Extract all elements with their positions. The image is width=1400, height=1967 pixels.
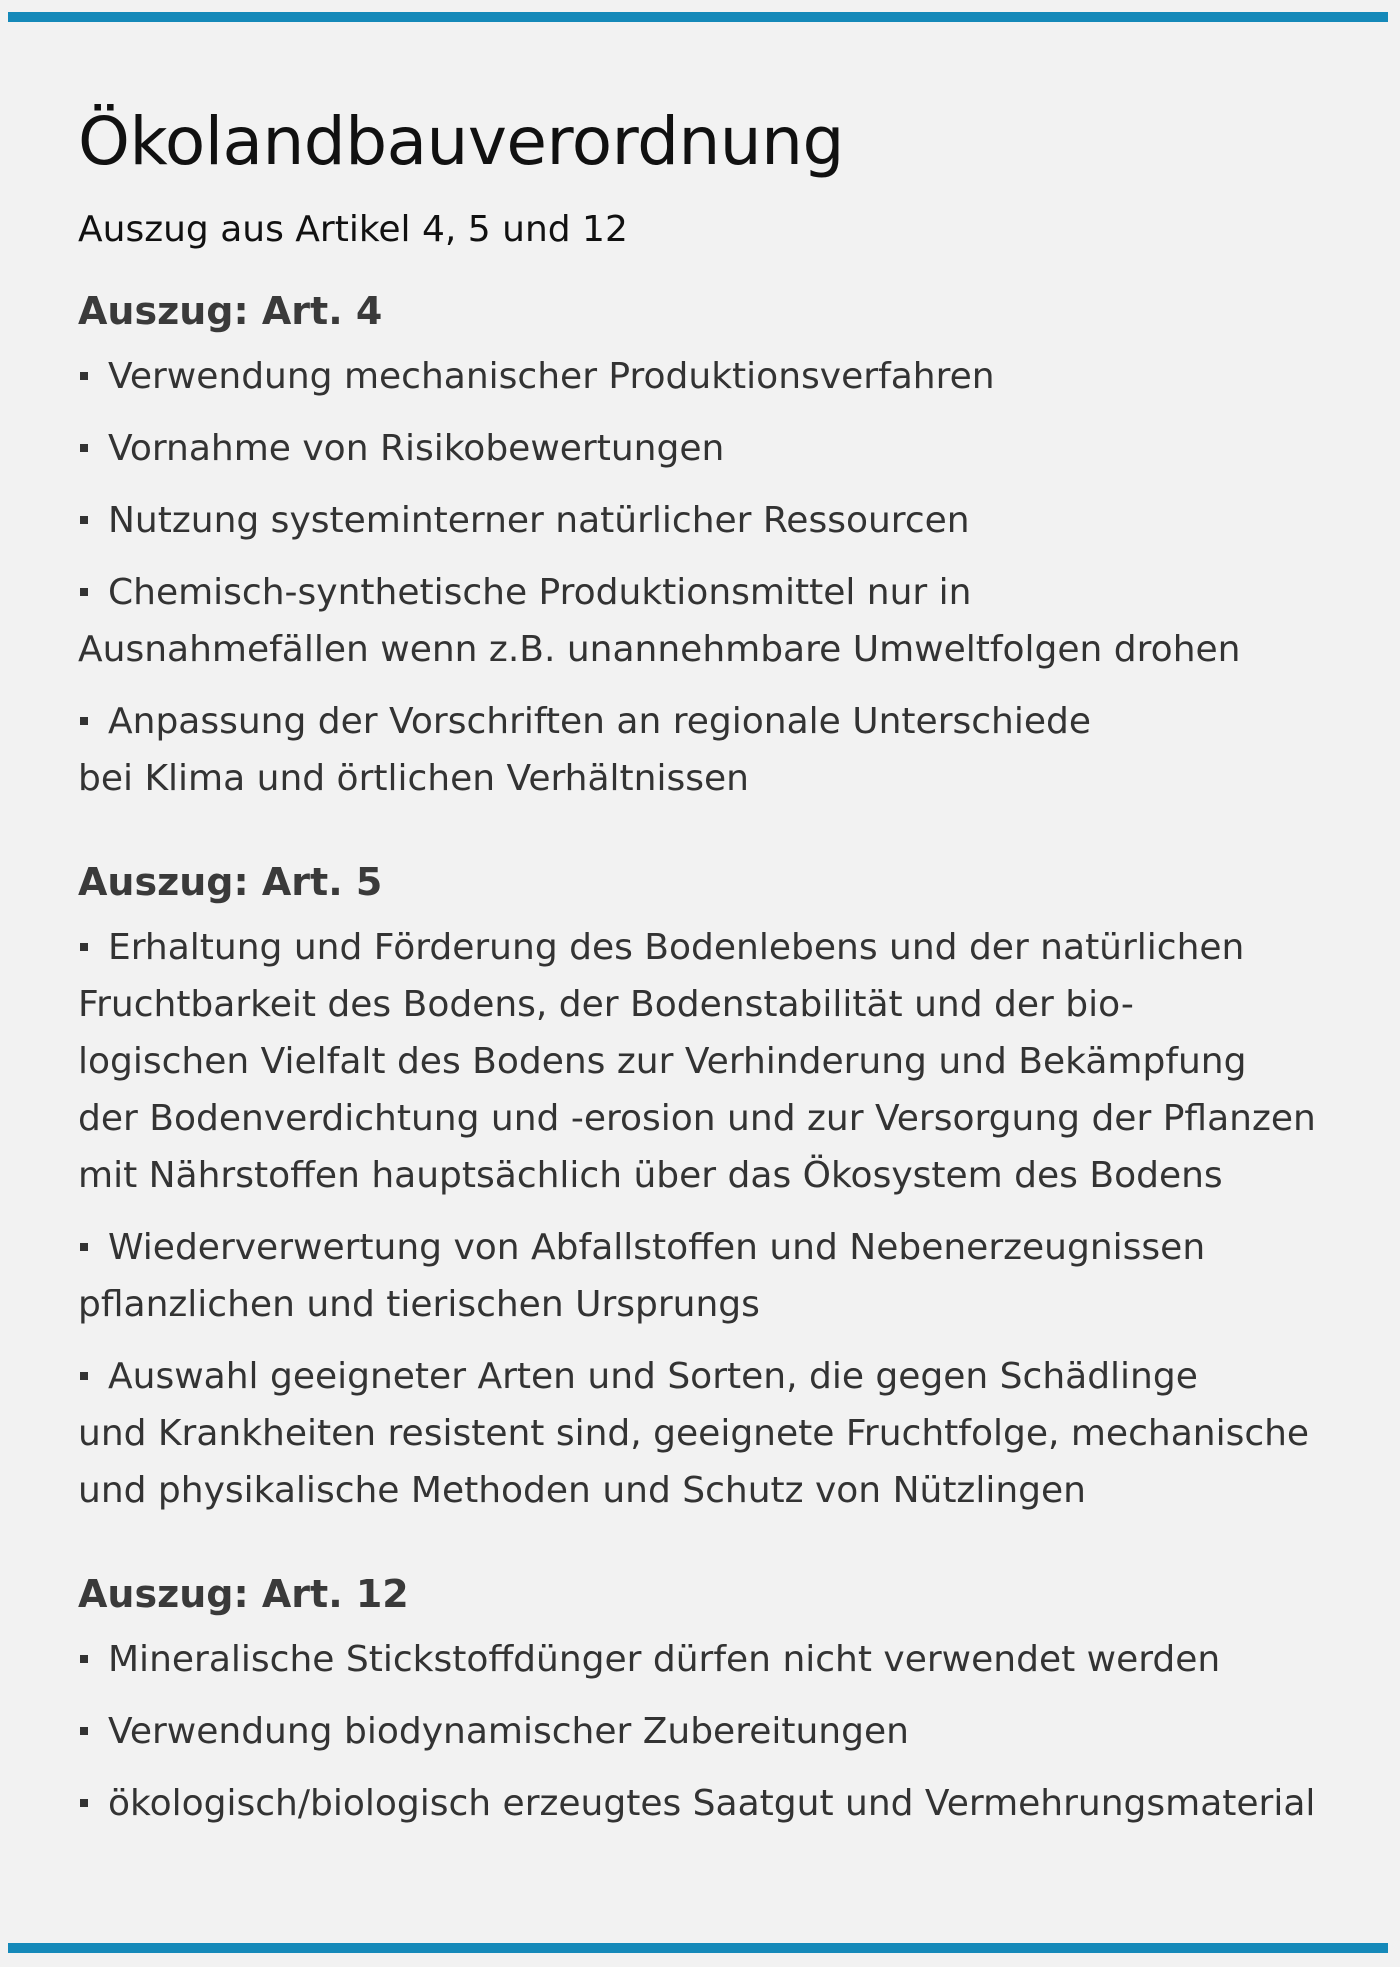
section-art-5 — [78, 859, 1328, 1519]
bullet-list — [78, 919, 1328, 1519]
list-item-text: Mineralische Stickstoffdünger dürfen nicht verwendet werden — [108, 1639, 1221, 1680]
bullet-list — [78, 348, 1328, 807]
list-item-text: Chemisch-synthetische Produktionsmittel nur in Ausnahmefällen wenn z.B. unannehmbare Umweltfolgen drohen — [78, 572, 1241, 670]
section-art-4 — [78, 288, 1328, 807]
bottom-accent-rule — [8, 1943, 1388, 1953]
section-heading: Auszug: Art. 5 — [78, 860, 383, 904]
bullet-icon — [80, 1727, 88, 1735]
top-accent-rule — [8, 12, 1388, 22]
list-item — [78, 693, 1328, 807]
list-item — [78, 1775, 1328, 1832]
list-item — [78, 1631, 1328, 1688]
bullet-icon — [80, 1243, 88, 1251]
bullet-icon — [80, 1799, 88, 1807]
list-item — [78, 492, 1328, 549]
bullet-icon — [80, 588, 88, 596]
page-subtitle: Auszug aus Artikel 4, 5 und 12 — [78, 209, 628, 250]
list-item-text: Anpassung der Vorschriften an regionale Unterschiede bei Klima und örtlichen Verhältnissen — [78, 701, 1092, 799]
list-item — [78, 1703, 1328, 1760]
list-item-text: Nutzung systeminterner natürlicher Ressourcen — [108, 500, 970, 541]
list-item-text: Vornahme von Risikobewertungen — [108, 428, 725, 469]
list-item — [78, 348, 1328, 405]
list-item — [78, 420, 1328, 477]
list-item-text: Auswahl geeigneter Arten und Sorten, die gegen Schädlinge und Krankheiten resistent sind, geeignete Fruchtfolge, mechanische und physikalische Methoden und Schutz von Nützlingen — [78, 1356, 1310, 1511]
list-item-text: Erhaltung und Förderung des Bodenlebens und der natürlichen Fruchtbarkeit des Bodens, der Bodenstabilität und der bio- logischen Vielfalt des Bodens zur Verhinderung und Bekämpfung der Bodenverdichtung und -erosion und zur Versorgung der Pflanzen mit Nährstoffen hauptsächlich über das Ökosystem des Bodens — [78, 927, 1316, 1196]
bullet-icon — [80, 444, 88, 452]
bullet-icon — [80, 717, 88, 725]
bullet-icon — [80, 943, 88, 951]
bullet-list — [78, 1631, 1328, 1832]
list-item — [78, 1348, 1328, 1519]
list-item-text: Verwendung mechanischer Produktionsverfahren — [108, 356, 995, 397]
bullet-icon — [80, 1655, 88, 1663]
section-heading: Auszug: Art. 4 — [78, 289, 383, 333]
list-item-text: Wiederverwertung von Abfallstoffen und Nebenerzeugnissen pflanzlichen und tierischen Ursprungs — [78, 1227, 1206, 1325]
card-content — [78, 100, 1328, 1832]
page-title: Ökolandbauverordnung — [78, 103, 844, 180]
list-item — [78, 564, 1328, 678]
bullet-icon — [80, 1372, 88, 1380]
list-item-text: ökologisch/biologisch erzeugtes Saatgut und Vermehrungsmaterial — [108, 1783, 1316, 1824]
list-item-text: Verwendung biodynamischer Zubereitungen — [108, 1711, 909, 1752]
section-heading: Auszug: Art. 12 — [78, 1572, 409, 1616]
bullet-icon — [80, 372, 88, 380]
bullet-icon — [80, 516, 88, 524]
section-art-12 — [78, 1571, 1328, 1832]
list-item — [78, 1219, 1328, 1333]
list-item — [78, 919, 1328, 1204]
